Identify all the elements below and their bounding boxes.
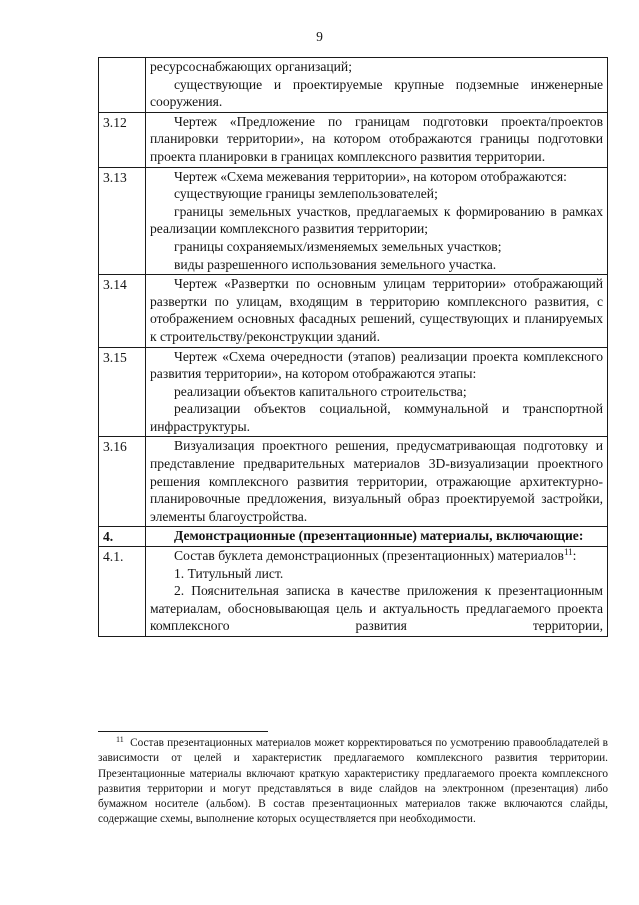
row-number: 3.15 [99,347,146,437]
list-item: 1. Титульный лист. [174,565,284,581]
table-row [99,547,608,637]
paragraph: реализации объектов социальной, коммунальной и транспортной инфраструктуры. [150,401,603,434]
table-row [99,347,608,437]
paragraph: ресурсоснабжающих организаций; [150,59,352,74]
list-item: 2. Пояснительная записка в качестве приложения к презентационным материалам, обосновывающая цель и актуальность предлагаемого проекта комплексного развития территории, [150,583,603,634]
row-number: 3.14 [99,275,146,347]
row-number: 4.1. [99,547,146,637]
footnote-mark: 11 [116,735,124,744]
footnote-reference[interactable]: 11 [563,547,573,558]
row-text [146,527,608,547]
footnote-text: Состав презентационных материалов может корректироваться по усмотрению правообладателей в зависимости от целей и характеристик предлагаемого комплексного развития территории. Презентационные материалы включают краткую характеристику предлагаемого проекта комплексного развития территории и могут представляться в виде слайдов на электронном (презентация) либо бумажном носителе (альбом). В состав презентационных материалов также включаются слайды, содержащие схемы, выполнение которых осуществляется при необходимости. [98,737,608,826]
row-text [146,437,608,527]
paragraph-text: : [572,548,577,564]
paragraph: границы земельных участков, предлагаемых к формированию в рамках реализации комплексного развития территории; [150,203,603,237]
paragraph: Визуализация проектного решения, предусматривающая подготовку и представление предварительных материалов 3D-визуализации проектного решения комплексного развития территории, отражающие архитектурно-планировочные предложения, визуальный образ проектируемой застройки, элементы благоустройства. [150,438,603,524]
table-row [99,437,608,527]
section-heading: Демонстрационные (презентационные) материалы, включающие: [174,528,584,544]
row-number: 3.13 [99,167,146,275]
row-number: 4. [99,527,146,547]
row-text [146,347,608,437]
paragraph-text: Состав буклета демонстрационных (презентационных) материалов [174,548,564,564]
row-number: 3.16 [99,437,146,527]
row-text [146,547,608,637]
requirements-table [98,57,608,637]
table-row [99,275,608,347]
footnote-separator [98,731,268,732]
row-number [99,58,146,113]
row-text [146,112,608,167]
table-row [99,167,608,275]
row-text [146,275,608,347]
paragraph: Чертеж «Схема очередности (этапов) реализации проекта комплексного развития территории», на котором отображаются этапы: [150,348,603,382]
paragraph: границы сохраняемых/изменяемых земельных участков; [174,238,502,254]
footnote [98,736,608,828]
page-number: 9 [316,29,323,44]
row-text [146,167,608,275]
paragraph: Чертеж «Предложение по границам подготовки проекта/проектов планировки территории», на котором отображаются границы подготовки проекта планировки в границах комплексного развития территории. [150,113,603,164]
paragraph [150,547,603,565]
row-text [146,58,608,113]
paragraph: виды разрешенного использования земельного участка. [174,256,497,272]
paragraph: существующие границы землепользователей; [174,186,438,202]
paragraph: Чертеж «Схема межевания территории», на котором отображаются: [174,168,567,184]
table-row [99,112,608,167]
paragraph: Чертеж «Развертки по основным улицам территории» отображающий развертки по улицам, входящим в территорию комплексного развития, с отображением основных фасадных решений, существующих и планируемых к строительству/реконструкции зданий. [150,276,603,344]
row-number: 3.12 [99,112,146,167]
table-row [99,527,608,547]
table-row [99,58,608,113]
paragraph: реализации объектов капитального строительства; [174,383,467,399]
paragraph: существующие и проектируемые крупные подземные инженерные сооружения. [150,76,603,110]
